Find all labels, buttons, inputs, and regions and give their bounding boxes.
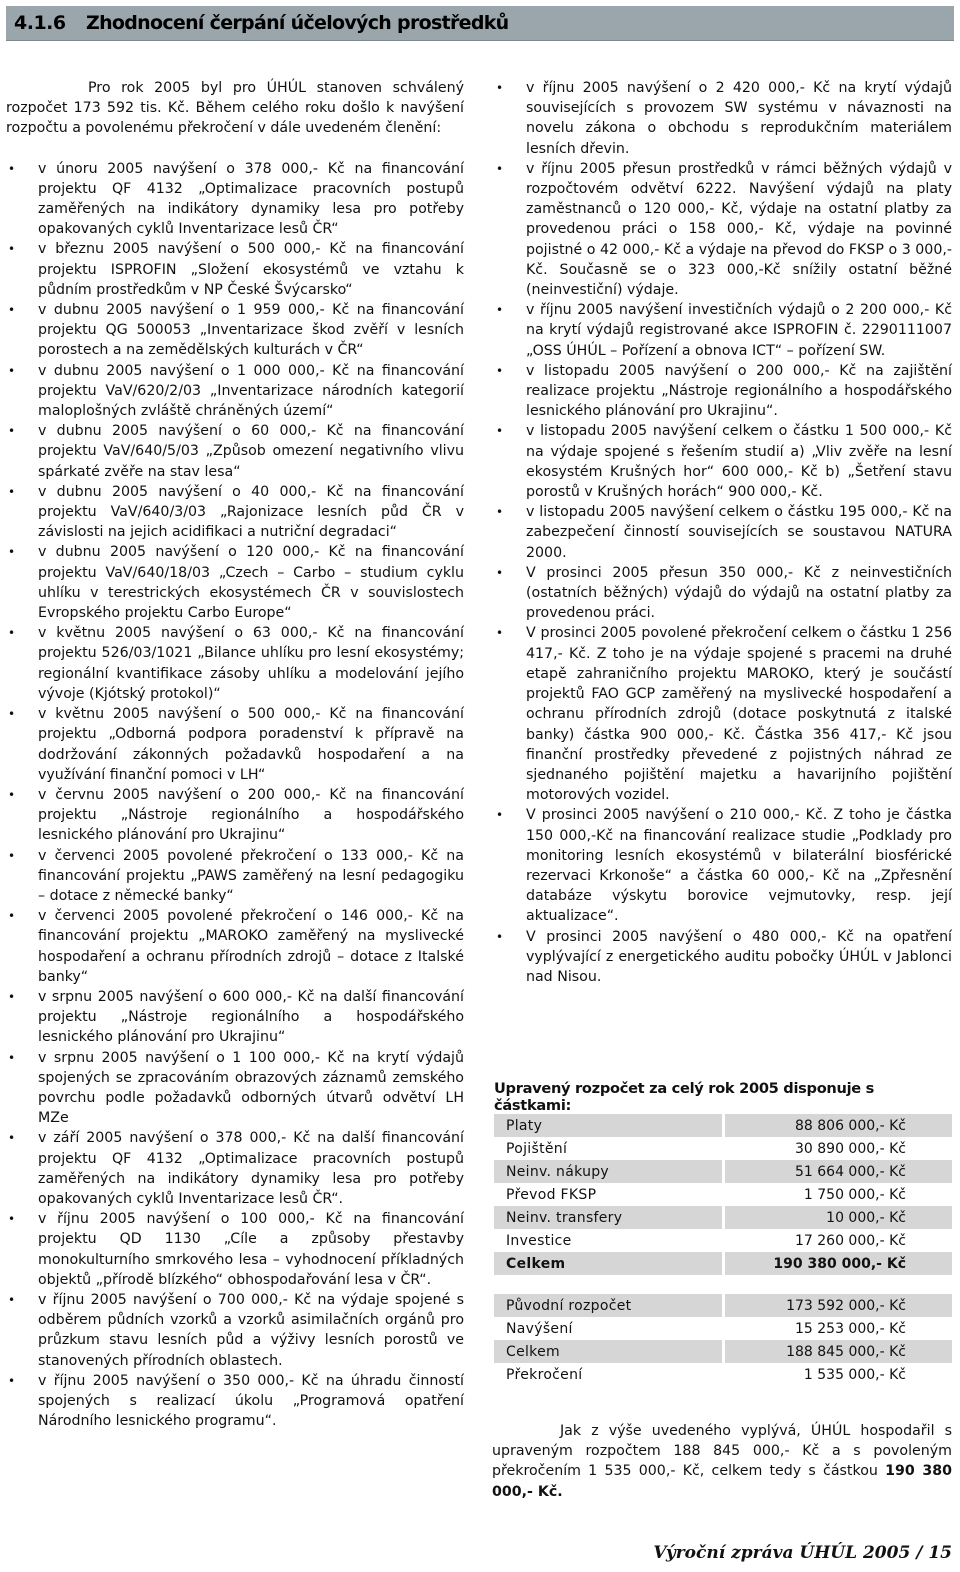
list-item-text: v dubnu 2005 navýšení o 120 000,- Kč na financování projektu VaV/640/18/03 „Czech – Carbo – studium cyklu uhlíku v terestrických ekosystémech ČR v souvislostech Evropského projektu Carbo Europe“ [38,544,464,622]
bullet-icon: • [8,1131,16,1146]
list-item-text: V prosinci 2005 přesun 350 000,- Kč z neinvestičních (ostatních běžných) výdajů do výdajů na ostatní platby za provedenou práci. [526,564,952,622]
list-item [494,502,952,563]
bullet-icon: • [496,565,504,580]
left-column [6,78,464,1431]
bullet-icon: • [8,626,16,641]
list-item [6,846,464,907]
table-row [494,1340,952,1363]
table-cell-label: Převod FKSP [494,1183,724,1206]
table-row [494,1206,952,1229]
conclusion-total: 190 380 000,- Kč. [492,1463,952,1500]
table-cell-value: 30 890 000,- Kč [795,1140,906,1157]
section-title: Zhodnocení čerpání účelových prostředků [86,12,509,34]
table-cell-label: Neinv. transfery [494,1206,724,1229]
bullet-icon: • [496,626,504,641]
table-row [494,1294,952,1317]
adjusted-budget-table [494,1114,952,1275]
list-item [494,78,952,159]
bullet-icon: • [496,808,504,823]
table-cell-label: Navýšení [494,1317,724,1340]
bullet-icon: • [8,545,16,560]
page-footer: Výroční zpráva ÚHÚL 2005 / 15 [653,1543,952,1563]
bullet-icon: • [8,707,16,722]
list-item [6,1048,464,1129]
bullet-icon: • [496,161,504,176]
list-item [6,239,464,300]
list-item-text: v říjnu 2005 přesun prostředků v rámci běžných výdajů v rozpočtovém odvětví 6222. Navýšení výdajů na platy zaměstnanců o 120 000,- Kč, výdaje na ostatní platby za provedenou práci o 158 000,- Kč, výdaje na povinné pojistné o 42 000,- Kč a výdaje na převod do FKSP o 3 000,- Kč. Současně se o 323 000,-Kč snížily ostatní běžné (neinvestiční) výdaje. [526,160,952,299]
intro-paragraph: Pro rok 2005 byl pro ÚHÚL stanoven schválený rozpočet 173 592 tis. Kč. Během celého roku došlo k navýšení rozpočtu a povolenému překročení v dále uvedeném členění: [6,80,464,137]
table-cell-value: 173 592 000,- Kč [724,1294,953,1317]
list-item [494,300,952,361]
list-item [6,1290,464,1371]
section-header-bar [6,6,954,41]
list-item [494,927,952,988]
list-item-text: v listopadu 2005 navýšení celkem o částku 195 000,- Kč na zabezpečení činností souvisejících se soustavou NATURA 2000. [526,504,952,561]
bullet-icon: • [8,242,16,257]
list-item-text: V prosinci 2005 navýšení o 210 000,- Kč. Z toho je částka 150 000,-Kč na financování realizace studie „Podklady pro monitoring lesních ekosystémů v bilaterální biosférické rezervaci Krkonoše“ a částka 60 000,- Kč na „Zpřesnění databáze výskytu borovice vejmutovky, resp. její aktualizace“. [526,807,952,925]
list-item-text: v říjnu 2005 navýšení o 100 000,- Kč na financování projektu QD 1130 „Cíle a způsoby přestavby monokulturního smrkového lesa – vyhodnocení příkladných objektů „přírodě blízkého“ obhospodařování lesa v ČR“. [38,1211,464,1288]
list-item [494,421,952,502]
table-cell-label: Platy [494,1114,724,1137]
list-item-text: v srpnu 2005 navýšení o 600 000,- Kč na další financování projektu „Nástroje regionálního a hospodářského lesnického plánování pro Ukrajinu“ [38,988,464,1046]
table-cell-label: Celkem [494,1340,724,1363]
list-item-text: v listopadu 2005 navýšení o 200 000,- Kč na zajištění realizace projektu „Nástroje regionálního a hospodářského lesnického plánování pro Ukrajinu“. [526,362,952,420]
table-row [494,1252,952,1275]
table-row [494,1363,952,1386]
table-row [494,1137,952,1160]
list-item [6,159,464,240]
bullet-icon: • [8,1292,16,1307]
bullet-icon: • [8,161,16,176]
list-item [6,421,464,482]
bullet-icon: • [496,424,504,439]
bullet-icon: • [8,363,16,378]
table-cell-value: 1 750 000,- Kč [803,1186,906,1203]
table-cell-value: 1 535 000,- Kč [803,1366,906,1383]
list-item [6,482,464,543]
list-item [494,563,952,624]
list-item-text: v březnu 2005 navýšení o 500 000,- Kč na financování projektu ISPROFIN „Složení ekosystémů ve vztahu k půdním prostředkům v NP České Švýcarsko“ [38,241,464,298]
list-item-text: v listopadu 2005 navýšení celkem o částku 1 500 000,- Kč na výdaje spojené s řešením studií a) „Vliv zvěře na lesní ekosystém Krušných hor“ 600 000,- Kč b) „Šetření stavu porostů v Krušných horách“ 900 000,- Kč. [526,423,952,501]
table-row [494,1229,952,1252]
list-item [6,361,464,422]
list-item-text: v dubnu 2005 navýšení o 1 000 000,- Kč na financování projektu VaV/620/2/03 „Inventarizace národních kategorií maloplošných zvláště chráněných území“ [38,362,464,420]
bullet-icon: • [8,787,16,802]
list-item [494,361,952,422]
budget-table-title: Upravený rozpočet za celý rok 2005 disponuje s částkami: [494,1080,875,1114]
table-cell-label: Celkem [494,1252,724,1275]
budget-summary-table [494,1294,952,1386]
list-item-text: v říjnu 2005 navýšení investičních výdajů o 2 200 000,- Kč na krytí výdajů registrované akce ISPROFIN č. 2290111007 „OSS ÚHÚL – Pořízení a obnova ICT“ – pořízení SW. [526,302,952,359]
table-cell-value: 15 253 000,- Kč [795,1320,906,1337]
table-cell-label: Překročení [494,1363,724,1386]
list-item-text: v říjnu 2005 navýšení o 2 420 000,- Kč na krytí výdajů souvisejících s provozem SW systému v návaznosti na novelu zákona o obchodu s reprodukčním materiálem lesních dřevin. [526,80,952,157]
list-item-text: v květnu 2005 navýšení o 500 000,- Kč na financování projektu „Odborná podpora poradenství k přípravě na dodržování zákonných požadavků hospodaření a na využívání finanční pomoci v LH“ [38,706,464,783]
table-row [494,1114,952,1137]
list-item [6,542,464,623]
list-item-text: V prosinci 2005 navýšení o 480 000,- Kč na opatření vyplývající z energetického auditu pobočky ÚHÚL v Jablonci nad Nisou. [526,928,952,985]
list-item-text: v srpnu 2005 navýšení o 1 100 000,- Kč na krytí výdajů spojených se zpracováním obrazových záznamů zemského povrchu podle požadavků odborných útvarů odvětví LH MZe [38,1049,464,1127]
table-cell-label: Původní rozpočet [494,1294,724,1317]
list-item-text: v červenci 2005 povolené překročení o 133 000,- Kč na financování projektu „PAWS zaměřený na lesní pedagogiku – dotace z německé banky“ [38,847,464,904]
table-cell-label: Investice [494,1229,724,1252]
table-cell-value: 51 664 000,- Kč [724,1160,953,1183]
list-item [6,704,464,785]
list-item-text: v únoru 2005 navýšení o 378 000,- Kč na financování projektu QF 4132 „Optimalizace pracovních postupů zaměřených na indikátory dynamiky lesa pro potřeby opakovaných cyklů Inventarizace lesů ČR“ [38,160,464,238]
section-number: 4.1.6 [14,12,66,34]
list-item-text: v dubnu 2005 navýšení o 60 000,- Kč na financování projektu VaV/640/5/03 „Způsob omezení negativního vlivu spárkaté zvěře na stav lesa“ [38,423,464,480]
bullet-icon: • [8,848,16,863]
list-item-text: v květnu 2005 navýšení o 63 000,- Kč na financování projektu 526/03/1021 „Bilance uhlíku pro lesní ekosystémy; regionální kvantifikace zásoby uhlíku a modelování jejího vývoje (Kjótský protokol)“ [38,625,464,702]
right-bullet-list [494,78,952,987]
bullet-icon: • [496,81,504,95]
list-item-text: v červnu 2005 navýšení o 200 000,- Kč na financování projektu „Nástroje regionálního a hospodářského lesnického plánování pro Ukrajinu“ [38,786,464,844]
list-item-text: v dubnu 2005 navýšení o 1 959 000,- Kč na financování projektu QG 500053 „Inventarizace škod zvěří v lesních porostech a na zemědělských kulturách v ČR“ [38,302,464,359]
bullet-icon: • [8,484,16,499]
list-item-text: v říjnu 2005 navýšení o 350 000,- Kč na úhradu činností spojených s realizací úkolu „Programová opatření Národního lesnického programu“. [38,1372,464,1430]
list-item [6,906,464,987]
bullet-icon: • [8,303,16,318]
list-item [6,1128,464,1209]
table-row [494,1317,952,1340]
list-item [6,1371,464,1432]
list-item-text: v červenci 2005 povolené překročení o 146 000,- Kč na financování projektu „MAROKO zaměřený na myslivecké hospodaření a ochranu přírodních zdrojů – dotace z Italské banky“ [38,908,464,985]
bullet-icon: • [496,303,504,318]
bullet-icon: • [8,1212,16,1227]
list-item [6,300,464,361]
list-item [494,805,952,926]
list-item [6,623,464,704]
bullet-icon: • [8,424,16,439]
table-cell-value: 17 260 000,- Kč [795,1232,906,1249]
table-cell-value: 88 806 000,- Kč [724,1114,953,1137]
bullet-icon: • [8,1373,16,1388]
list-item-text: V prosinci 2005 povolené překročení celkem o částku 1 256 417,- Kč. Z toho je na výdaje spojené s pracemi na druhé etapě zahraničního projektu MAROKO, který je součástí projektů FAO GCP zaměřený na myslivecké hospodaření a ochranu přírodních zdrojů (dotace poskytnutá z italské banky) částka 900 000,- Kč. Částka 356 417,- Kč jsou finanční prostředky převedené z pojistných náhrad ze sjednaného pojištění majetku a havarijního pojištění motorových vozidel. [526,625,952,804]
list-item-text: v září 2005 navýšení o 378 000,- Kč na další financování projektu QF 4132 „Optimalizace pracovních postupů zaměřených na indikátory dynamiky lesa pro potřeby opakovaných cyklů Inventarizace lesů ČR“. [38,1130,464,1207]
list-item-text: v dubnu 2005 navýšení o 40 000,- Kč na financování projektu VaV/640/3/03 „Rajonizace lesních půd ČR v závislosti na jejich acidifikaci a nutriční degradaci“ [38,483,464,541]
table-cell-value: 188 845 000,- Kč [724,1340,953,1363]
table-cell-value: 10 000,- Kč [724,1206,953,1229]
conclusion-paragraph [492,1421,952,1502]
list-item-text: v říjnu 2005 navýšení o 700 000,- Kč na výdaje spojené s odběrem půdních vzorků a vzorků asimilačních orgánů pro průzkum stavu lesních půd a výživy lesních porostů ve stanovených přírodních oblastech. [38,1291,464,1369]
list-item [494,159,952,300]
bullet-icon: • [8,1050,16,1065]
list-item [6,785,464,846]
table-row [494,1183,952,1206]
list-item [494,623,952,805]
left-bullet-list [6,159,464,1432]
bullet-icon: • [496,505,504,520]
list-item [6,1209,464,1290]
list-item [6,987,464,1048]
bullet-icon: • [8,989,16,1004]
table-cell-value: 190 380 000,- Kč [724,1252,953,1275]
table-cell-label: Neinv. nákupy [494,1160,724,1183]
conclusion-text: Jak z výše uvedeného vyplývá, ÚHÚL hospodařil s upraveným rozpočtem 188 845 000,- Kč a s povoleným překročením 1 535 000,- Kč, celkem tedy s částkou [492,1423,952,1480]
bullet-icon: • [496,363,504,378]
table-row [494,1160,952,1183]
bullet-icon: • [8,909,16,924]
bullet-icon: • [496,929,504,944]
table-cell-label: Pojištění [494,1137,724,1160]
right-column [494,78,952,987]
